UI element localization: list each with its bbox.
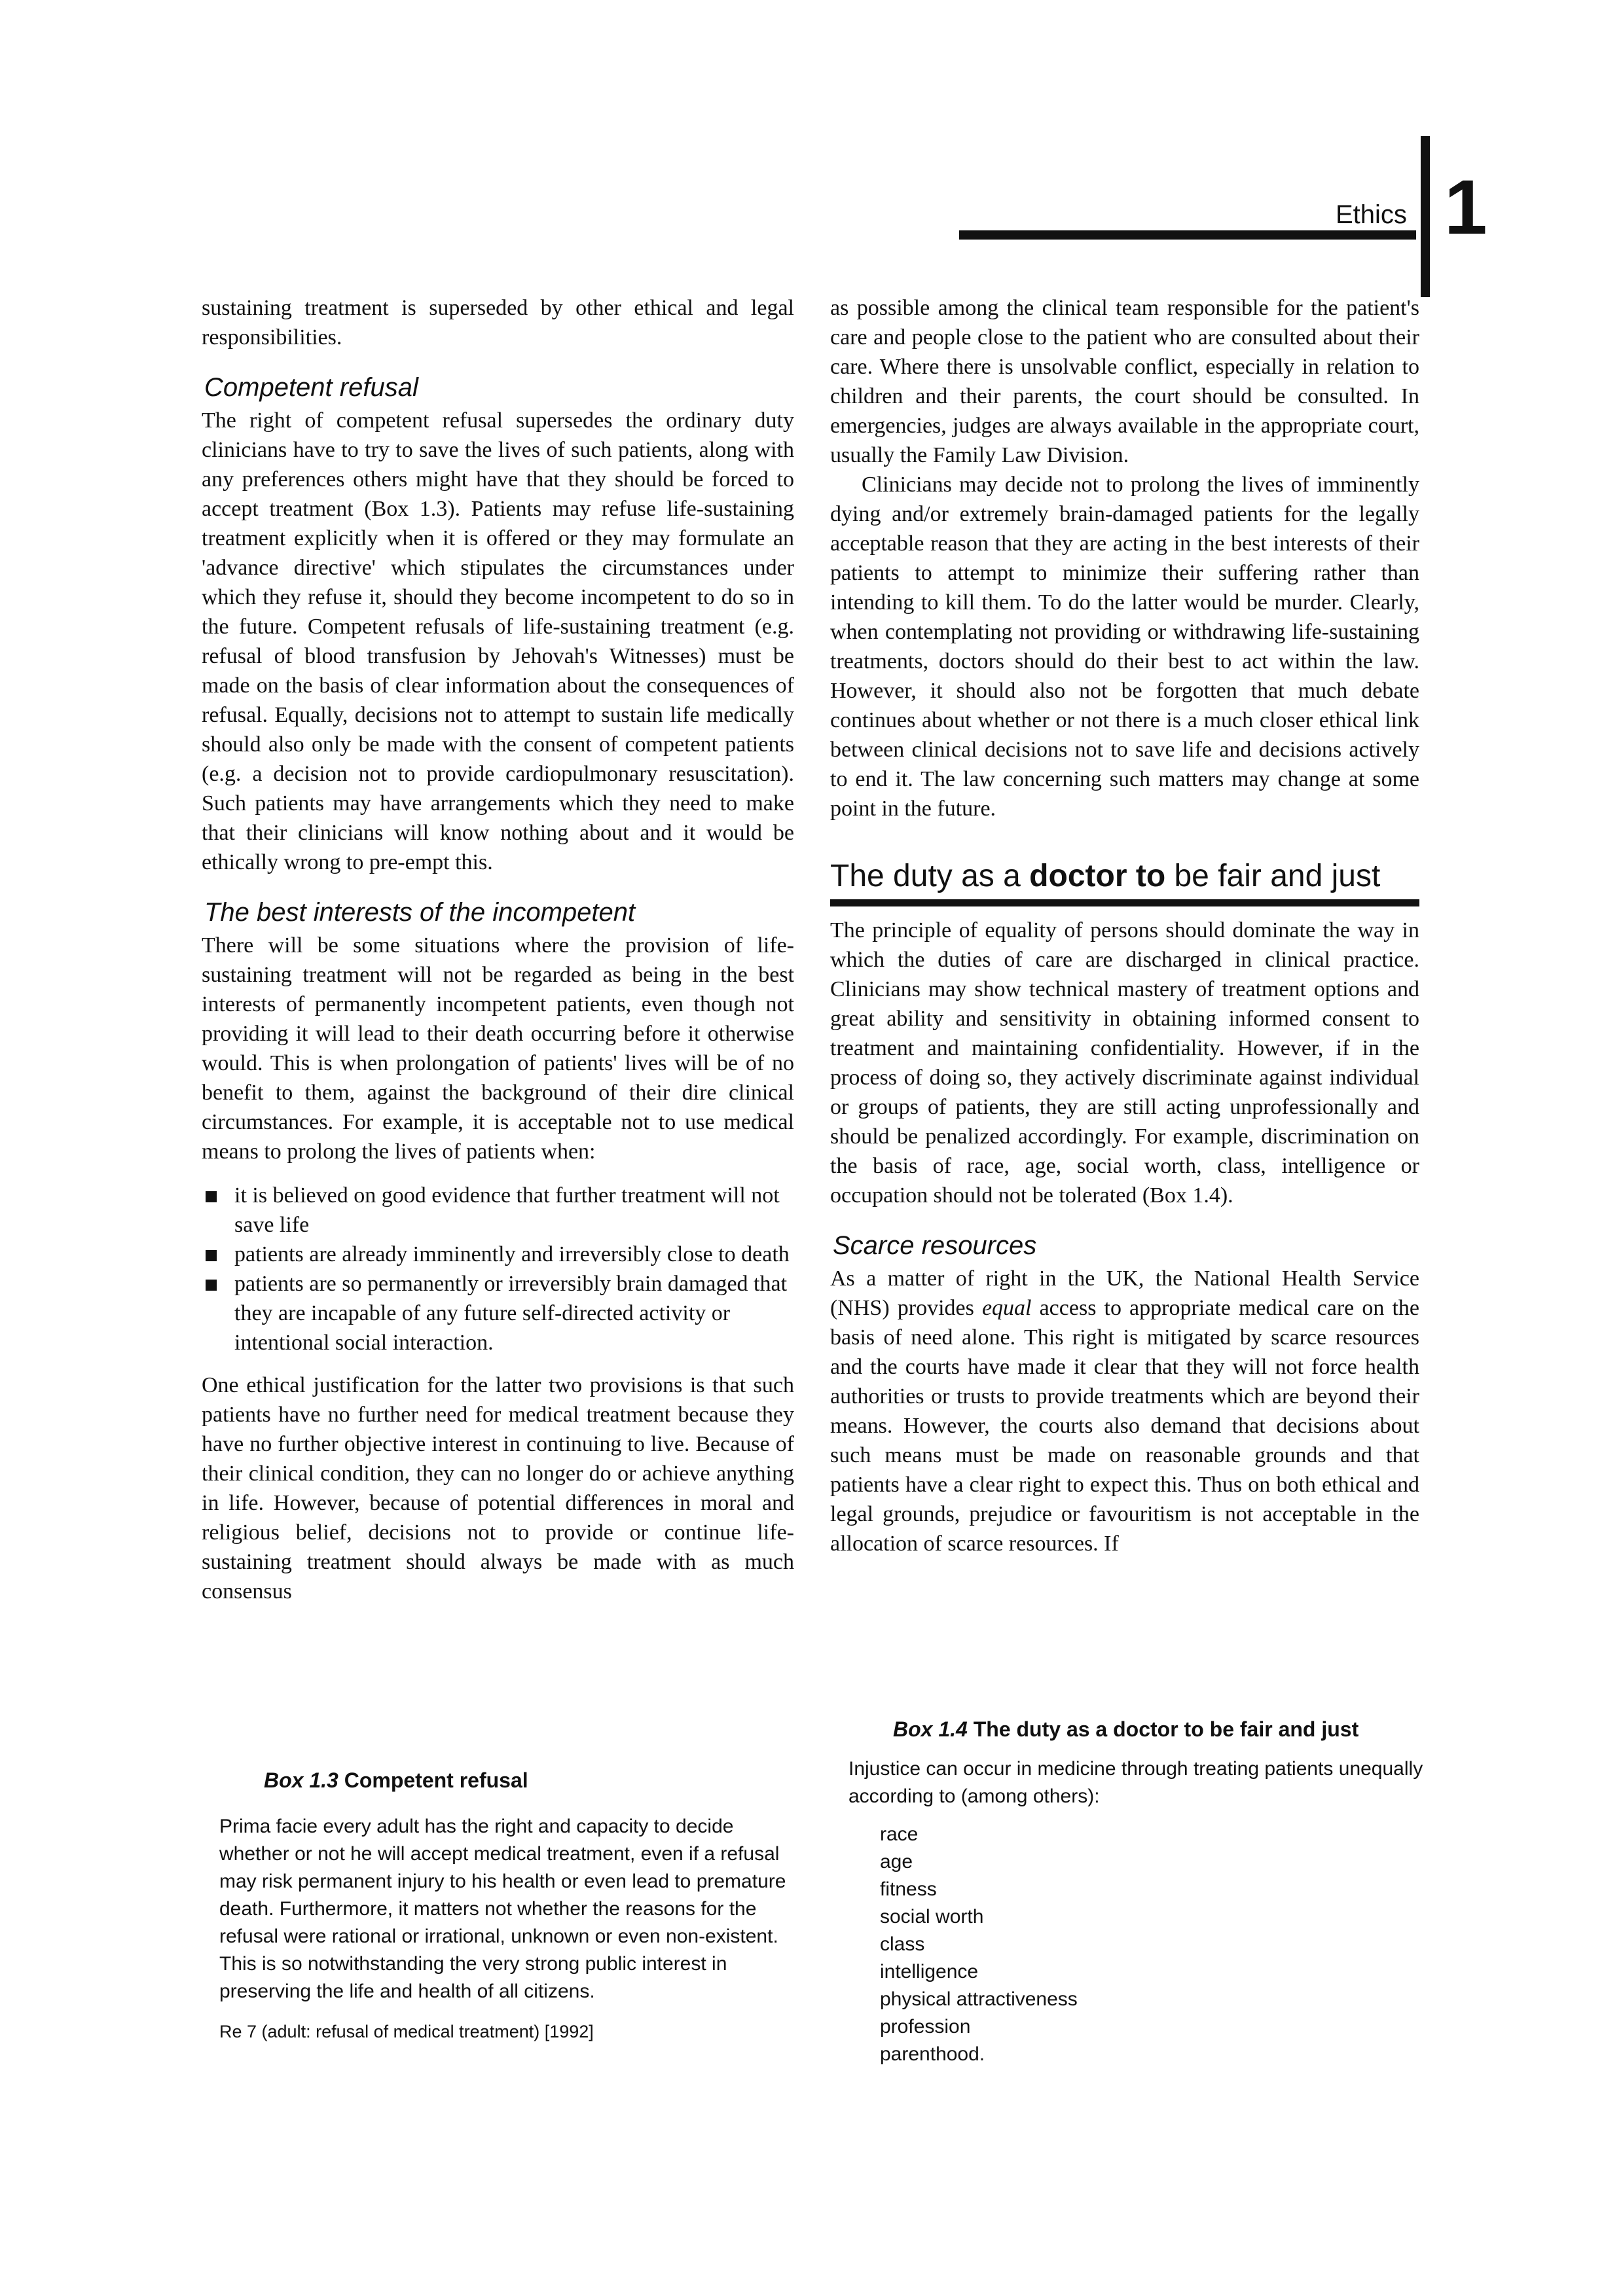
right-column [830,293,1419,1558]
list-item: age [880,1851,913,1873]
clinicians-paragraph: Clinicians may decide not to prolong the lives of imminently dying and/or extremely brain-damaged patients for the legally acceptable reason that they are acting in the best interests of their patients to attempt to minimize their suffering rather than intending to kill them. To do the latter would be murder. Clearly, when contemplating not providing or withdrawing life-sustaining treatments, doctors should do their best to act within the law. However, it should also not be forgotten that much debate continues about whether or not there is a much closer ethical link between clinical decisions not to save life and decisions actively to end it. The law concerning such matters may change at some point in the future. [830,473,1419,821]
running-header-title: Ethics [1336,200,1407,229]
chapter-number: 1 [1444,164,1487,251]
list-item: profession [880,2016,971,2037]
conditions-bullet-list [202,1181,794,1357]
list-item: physical attractiveness [880,1988,1078,2010]
best-interests-paragraph: There will be some situations where the provision of life-sustaining treatment will not be regarded as being in the best interests of permanently incompetent patients, even though not providing it will lead to their death occurring before it otherwise would. This is when prolongation of patients' lives will be of no benefit to them, against the background of their dire clinical circumstances. For example, it is acceptable not to use medical means to prolong the lives of patients when: [202,933,794,1164]
box-1-3-title: Box 1.3 Competent refusal [264,1768,528,1792]
best-interests-heading: The best interests of the incompetent [204,898,636,927]
chapter-tab-bar [1421,136,1430,297]
box-1-4-list [848,1821,1425,2068]
list-item: intelligence [880,1961,979,1982]
section-heading-fair-and-just: The duty as a doctor to be fair and just [830,859,1381,893]
scarce-resources-paragraph: As a matter of right in the UK, the National Health Service (NHS) provides equal access to appropriate medical care on the basis of need alone. This right is mitigated by scarce resources and the courts have made it clear that they will not force health authorities or trusts to provide treatments which are beyond their means. However, the courts also demand that decisions about such means must be made on reasonable grounds and that patients have a clear right to expect this. Thus on both ethical and legal grounds, prejudice or favouritism is not acceptable in the allocation of scarce resources. If [830,1266,1419,1556]
justification-paragraph: One ethical justification for the latter two provisions is that such patients have no further need for medical treatment because they have no further objective interest in continuing to live. Because of their clinical condition, they can no longer do or achieve anything in life. However, because of potential differences in moral and religious belief, decisions not to provide or continue life-sustaining treatment should always be made with as much consensus [202,1373,794,1604]
list-item: parenthood. [880,2043,985,2065]
box-1-3-citation: Re 7 (adult: refusal of medical treatment) [1992] [219,2022,594,2041]
bullet-item: it is believed on good evidence that further treatment will not save life [202,1181,794,1240]
competent-refusal-heading: Competent refusal [204,373,418,402]
list-item: race [880,1823,919,1845]
list-item: social worth [880,1906,984,1928]
competent-refusal-paragraph: The right of competent refusal supersedes the ordinary duty clinicians have to try to save the lives of such patients, along with any preferences others might have that they should be forced to accept treatment (Box 1.3). Patients may refuse life-sustaining treatment explicitly when it is offered or they may formulate an 'advance directive' which stipulates the circumstances under which they refuse it, should they become incompetent to do so in the future. Competent refusals of life-sustaining treatment (e.g. refusal of blood transfusion by Jehovah's Witnesses) must be made on the basis of clear information about the consequences of refusal. Equally, decisions not to attempt to sustain life medically should also only be made with the consent of competent patients (e.g. a decision not to provide cardiopulmonary resuscitation). Such patients may have arrangements which they need to make that their clinicians will know nothing about and it would be ethically wrong to pre-empt this. [202,408,794,874]
header-rule [959,230,1416,240]
equality-paragraph: The principle of equality of persons should dominate the way in which the duties of care are discharged in clinical practice. Clinicians may show technical mastery of treatment options and great ability and sensitivity in obtaining informed consent to treatment and maintaining confidentiality. However, if in the process of doing so, they actively discriminate against individual or groups of patients, they are still acting unprofessionally and should be penalized accordingly. For example, discrimination on the basis of race, age, social worth, class, intelligence or occupation should not be tolerated (Box 1.4). [830,918,1419,1208]
bullet-item: patients are so permanently or irreversibly brain damaged that they are incapable of any future self-directed activity or intentional social interaction. [202,1269,794,1357]
left-column [202,293,794,1606]
continuation-paragraph: as possible among the clinical team responsible for the patient's care and people close to the patient who are consulted about their care. Where there is unsolvable conflict, especially in relation to children and their parents, the court should be consulted. In emergencies, judges are always available in the appropriate court, usually the Family Law Division. [830,296,1419,467]
box-1-4-title: Box 1.4 The duty as a doctor to be fair and just [893,1717,1359,1741]
scarce-resources-heading: Scarce resources [833,1231,1037,1260]
intro-paragraph: sustaining treatment is superseded by other ethical and legal responsibilities. [202,296,794,350]
box-1-3-body: Prima facie every adult has the right and capacity to decide whether or not he will accept medical treatment, even if a refusal may risk permanent injury to his health or even lead to premature death. Furthermore, it matters not whether the reasons for the refusal were rational or irrational, unknown or even non-existent. This is so notwithstanding the very strong public interest in preserving the life and health of all citizens. [219,1816,786,2002]
list-item: class [880,1933,925,1955]
section-heading-rule [830,899,1419,906]
bullet-item: patients are already imminently and irreversibly close to death [202,1240,794,1269]
list-item: fitness [880,1878,937,1900]
box-1-4-intro: Injustice can occur in medicine through treating patients unequally according to (among others): [848,1758,1423,1807]
box-1-4 [848,1716,1425,2068]
box-1-3 [219,1767,795,2043]
